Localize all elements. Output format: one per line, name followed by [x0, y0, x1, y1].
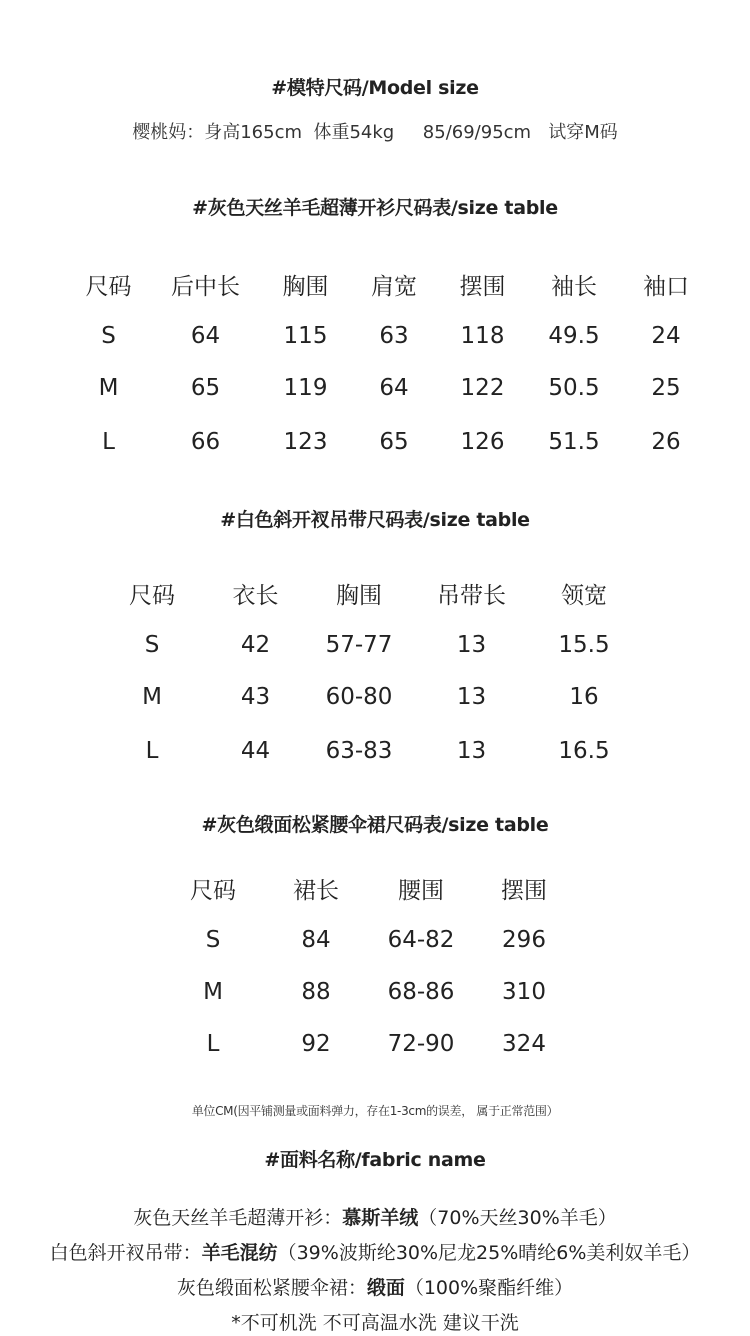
- table-cell: M: [142, 684, 162, 710]
- model-info: 樱桃妈：身高165cm 体重54kg 85/69/95cm 试穿M码: [132, 122, 618, 143]
- table-row: [163, 1018, 575, 1070]
- skirt-table-heading: #灰色缎面松紧腰伞裙尺码表/size table: [201, 814, 549, 836]
- table-cell: 24: [651, 323, 681, 349]
- table-cell: 118: [460, 323, 505, 349]
- table-cell: 126: [460, 429, 505, 455]
- model-size-heading: #模特尺码/Model size: [271, 77, 479, 99]
- table-header-row: [102, 567, 634, 619]
- table-cell: L: [206, 1031, 220, 1057]
- table-cell: 26: [651, 429, 681, 455]
- table-cell: 16: [569, 684, 599, 710]
- table-cell: 13: [456, 738, 487, 764]
- table-row: [163, 914, 575, 966]
- table-cell: 51.5: [548, 429, 600, 455]
- fabric-composition: （70%天丝30%羊毛）: [418, 1207, 617, 1229]
- table-cell: 57-77: [325, 632, 393, 658]
- table-cell: 68-86: [387, 979, 455, 1005]
- header-cell: 摆围: [459, 273, 506, 300]
- header-cell: 摆围: [501, 877, 547, 904]
- header-cell: 后中长: [171, 273, 240, 300]
- table-cell: 310: [502, 979, 546, 1005]
- table-cell: 115: [283, 323, 328, 349]
- table-cell: S: [144, 632, 160, 658]
- fabric-item: 灰色缎面松紧腰伞裙：: [176, 1277, 367, 1299]
- table-cell: 324: [502, 1031, 546, 1057]
- table-header-row: [64, 258, 714, 310]
- table-cell: 16.5: [558, 738, 610, 764]
- fabric-composition: （100%聚酯纤维）: [404, 1277, 574, 1299]
- table-cell: 84: [301, 927, 331, 953]
- table-row: [64, 362, 714, 414]
- table-cell: 13: [456, 632, 487, 658]
- table-cell: 43: [240, 684, 271, 710]
- header-cell: 裙长: [293, 877, 339, 904]
- table-cell: 64: [379, 375, 409, 401]
- header-cell: 袖口: [643, 273, 689, 300]
- table-cell: 50.5: [548, 375, 600, 401]
- table-cell: 119: [283, 375, 328, 401]
- header-cell: 衣长: [232, 582, 279, 609]
- table-cell: 122: [460, 375, 505, 401]
- table-cell: 65: [379, 429, 409, 455]
- table-cell: 65: [190, 375, 221, 401]
- table-cell: M: [98, 375, 119, 401]
- table-cell: 296: [502, 927, 546, 953]
- table-cell: 15.5: [558, 632, 610, 658]
- fabric-material: 缎面: [366, 1277, 405, 1299]
- table-row: [102, 671, 634, 723]
- table-row: [102, 619, 634, 671]
- table-cell: 25: [651, 375, 681, 401]
- fabric-line-cardigan: [0, 1203, 750, 1230]
- table-cell: 64: [190, 323, 221, 349]
- table-cell: 49.5: [548, 323, 600, 349]
- care-instructions: *不可机洗 不可高温水洗 建议干洗: [231, 1312, 519, 1334]
- table-cell: L: [102, 429, 115, 455]
- fabric-item: 灰色天丝羊毛超薄开衫：: [133, 1207, 343, 1229]
- header-cell: 腰围: [398, 877, 444, 904]
- header-cell: 尺码: [190, 877, 236, 904]
- fabric-heading: #面料名称/fabric name: [264, 1149, 486, 1171]
- table-header-row: [163, 862, 575, 914]
- header-cell: 胸围: [282, 273, 329, 300]
- table-cell: 92: [301, 1031, 331, 1057]
- header-cell: 胸围: [336, 582, 382, 609]
- fabric-line-camisole: [0, 1238, 750, 1265]
- table-cell: 60-80: [325, 684, 393, 710]
- camisole-size-table: [102, 567, 634, 779]
- header-cell: 肩宽: [371, 273, 417, 300]
- table-cell: 42: [240, 632, 271, 658]
- table-cell: 72-90: [387, 1031, 455, 1057]
- fabric-line-skirt: [0, 1273, 750, 1300]
- skirt-size-table: [163, 862, 575, 1070]
- table-cell: 44: [240, 738, 271, 764]
- table-cell: S: [101, 323, 116, 349]
- fabric-material: 慕斯羊绒: [342, 1207, 419, 1229]
- table-cell: 66: [190, 429, 221, 455]
- header-cell: 尺码: [129, 582, 175, 609]
- cardigan-table-heading: #灰色天丝羊毛超薄开衫尺码表/size table: [192, 197, 558, 219]
- header-cell: 袖长: [551, 273, 597, 300]
- table-row: [163, 966, 575, 1018]
- cardigan-size-table: [64, 258, 714, 470]
- measurement-note: 单位CM(因平铺测量或面料弹力，存在1-3cm的误差， 属于正常范围）: [191, 1104, 559, 1118]
- table-cell: M: [203, 979, 223, 1005]
- table-row: [102, 723, 634, 779]
- header-cell: 尺码: [85, 273, 132, 300]
- table-cell: 123: [283, 429, 328, 455]
- camisole-table-heading: #白色斜开衩吊带尺码表/size table: [220, 509, 530, 531]
- fabric-item: 白色斜开衩吊带：: [49, 1242, 202, 1264]
- table-cell: L: [145, 738, 159, 764]
- fabric-composition: （39%波斯纶30%尼龙25%晴纶6%美利奴羊毛）: [277, 1242, 701, 1264]
- table-cell: S: [205, 927, 221, 953]
- fabric-material: 羊毛混纺: [201, 1242, 278, 1264]
- table-cell: 88: [301, 979, 331, 1005]
- header-cell: 吊带长: [437, 582, 506, 609]
- header-cell: 领宽: [561, 582, 607, 609]
- table-cell: 13: [456, 684, 487, 710]
- table-cell: 63: [379, 323, 409, 349]
- table-row: [64, 414, 714, 470]
- table-row: [64, 310, 714, 362]
- table-cell: 64-82: [387, 927, 455, 953]
- table-cell: 63-83: [325, 738, 393, 764]
